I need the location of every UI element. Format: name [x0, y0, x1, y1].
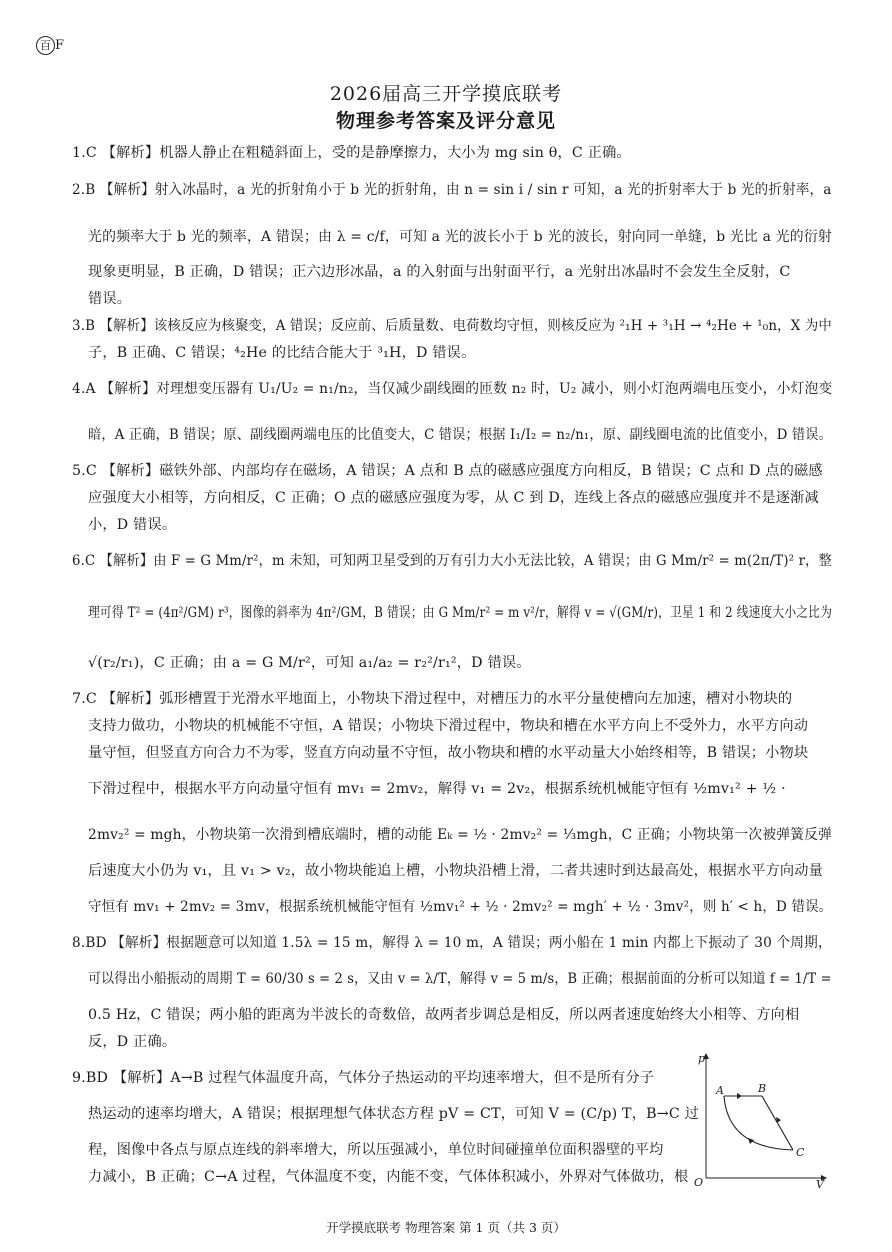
p-v-graph	[690, 1050, 830, 1190]
label-b: B	[758, 1082, 767, 1095]
text-line: 可以得出小船振动的周期 T = 60/30 s = 2 s，又由 v = λ/T，解得 v = 5 m/s，B 正确；根据前面的分析可以知道 f = 1/T =	[88, 971, 832, 987]
text-line: 暗，A 正确，B 错误；原、副线圈两端电压的比值变大，C 错误；根据 I₁/I₂ = n₂/n₁，原、副线圈电流的比值变小，D 错误。	[88, 427, 832, 443]
label-c: C	[796, 1146, 805, 1159]
process-b-c	[762, 1096, 793, 1150]
text-line: 守恒有 mv₁ + 2mv₂ = 3mv，根据系统机械能守恒有 ½mv₁² + ½ · 2mv₂² = mgh′ + ½ · 3mv²，则 h′ < h，D 错误。	[88, 899, 833, 915]
page-subtitle: 物理参考答案及评分意见	[335, 110, 556, 132]
text-line: √(r₂/r₁)，C 正确；由 a = G M/r²，可知 a₁/a₂ = r₂²/r₁²，D 错误。	[88, 655, 531, 671]
label-a: A	[716, 1084, 724, 1097]
text-line: 后速度大小仍为 v₁，且 v₁ > v₂，故小物块能追上槽，小物块沿槽上滑，二者共速时到达最高处，根据水平方向动量	[88, 863, 824, 879]
text-line: 9.BD 【解析】A→B 过程气体温度升高，气体分子热运动的平均速率增大，但不是所有分子	[72, 1070, 655, 1086]
text-line: 应强度大小相等，方向相反，C 正确；O 点的磁感应强度为零，从 C 到 D，连线上各点的磁感应强度并不是逐渐减	[88, 490, 819, 506]
text-line: 0.5 Hz，C 错误；两小船的距离为半波长的奇数倍，故两者步调总是相反，所以两者速度始终大小相等、方向相	[88, 1007, 800, 1023]
text-line: 3.B 【解析】该核反应为核聚变，A 错误；反应前、后质量数、电荷数均守恒，则核反应为 ²₁H + ³₁H → ⁴₂He + ¹₀n，X 为中	[72, 318, 832, 334]
text-line: 下滑过程中，根据水平方向动量守恒有 mv₁ = 2mv₂，解得 v₁ = 2v₂，根据系统机械能守恒有 ½mv₁² + ½ ·	[88, 781, 786, 797]
text-line: 2.B 【解析】射入冰晶时，a 光的折射角小于 b 光的折射角，由 n = sin i / sin r 可知，a 光的折射率大于 b 光的折射率，a	[72, 182, 832, 198]
text-line: 量守恒，但竖直方向合力不为零，竖直方向动量不守恒，故小物块和槽的水平动量大小始终相等，B 错误；小物块	[88, 745, 809, 761]
text-line: 小，D 错误。	[88, 517, 177, 533]
text-line: 程，图像中各点与原点连线的斜率增大，所以压强减小，单位时间碰撞单位面积器壁的平均	[88, 1142, 664, 1158]
page-footer: 开学摸底联考 物理答案 第 1 页（共 3 页）	[326, 1220, 566, 1235]
text-line: 热运动的速率均增大，A 错误；根据理想气体状态方程 pV = CT，可知 V = (C/p) T，B→C 过	[88, 1106, 699, 1122]
text-line: 现象更明显，B 正确，D 错误；正六边形冰晶，a 的入射面与出射面平行，a 光射出冰晶时不会发生全反射，C	[88, 264, 791, 280]
text-line: 子，B 正确、C 错误；⁴₂He 的比结合能大于 ³₁H，D 错误。	[88, 345, 476, 361]
logo	[36, 36, 64, 55]
text-line: 6.C 【解析】由 F = G Mm/r²，m 未知，可知两卫星受到的万有引力大小无法比较，A 错误；由 G Mm/r² = m(2π/T)² r，整	[72, 553, 832, 569]
label-p: p	[698, 1052, 706, 1065]
text-line: 7.C 【解析】弧形槽置于光滑水平地面上，小物块下滑过程中，对槽压力的水平分量使槽向左加速，槽对小物块的	[72, 691, 793, 707]
text-line: 4.A 【解析】对理想变压器有 U₁/U₂ = n₁/n₂，当仅减少副线圈的匝数 n₂ 时，U₂ 减小，则小灯泡两端电压变小，小灯泡变	[72, 381, 833, 397]
text-line: 支持力做功，小物块的机械能不守恒，A 错误；小物块下滑过程中，物块和槽在水平方向上不受外力，水平方向动	[88, 718, 809, 734]
text-line: 8.BD 【解析】根据题意可以知道 1.5λ = 15 m，解得 λ = 10 m，A 错误；两小船在 1 min 内都上下振动了 30 个周期，	[72, 935, 832, 951]
text-line: 错误。	[88, 291, 132, 307]
process-c-a	[724, 1096, 793, 1150]
text-line: 1.C 【解析】机器人静止在粗糙斜面上，受的是静摩擦力，大小为 mg sin θ，C 正确。	[72, 145, 631, 161]
logo-text: F	[55, 38, 65, 53]
text-line: 2mv₂² = mgh，小物块第一次滑到槽底端时，槽的动能 Eₖ = ½ · 2mv₂² = ⅓mgh，C 正确；小物块第一次被弹簧反弹	[88, 827, 833, 843]
text-line: 理可得 T² = (4π²/GM) r³，图像的斜率为 4π²/GM，B 错误；由 G Mm/r² = m v²/r，解得 v = √(GM/r)，卫星 1 和 2 线速度大小之比为	[88, 605, 833, 621]
page-title: 2026届高三开学摸底联考	[329, 83, 563, 105]
logo-mark: 百	[36, 36, 55, 55]
text-line: 反，D 正确。	[88, 1034, 177, 1050]
text-line: 光的频率大于 b 光的频率，A 错误；由 λ = c/f，可知 a 光的波长小于 b 光的波长，射向同一单缝，b 光比 a 光的衍射	[88, 229, 832, 245]
label-v: V	[816, 1178, 824, 1190]
text-line: 5.C 【解析】磁铁外部、内部均存在磁场，A 错误；A 点和 B 点的磁感应强度方向相反，B 错误；C 点和 D 点的磁感	[72, 463, 823, 479]
arrow-a-b	[737, 1093, 742, 1099]
label-o: O	[694, 1176, 704, 1189]
text-line: 力减小，B 正确；C→A 过程，气体温度不变，内能不变，气体体积减小，外界对气体做功，根	[88, 1169, 689, 1185]
